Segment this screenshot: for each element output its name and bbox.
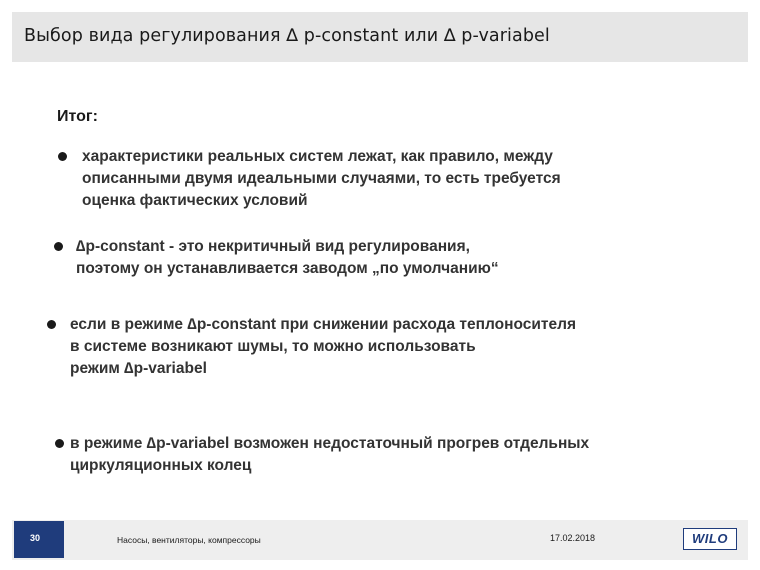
bullet-line: циркуляционных колец — [70, 457, 252, 474]
bullet-line: в режиме ∆p-variabel возможен недостаточный прогрев отдельных — [70, 435, 590, 452]
bullet-item-4 — [53, 433, 589, 477]
bullet-item-1 — [56, 146, 561, 212]
bullet-line: в системе возникают шумы, то можно использовать — [70, 338, 476, 355]
bullet-item-2 — [52, 236, 499, 280]
slide-title: Выбор вида регулирования ∆ p-constant или ∆ p-variabel — [24, 26, 550, 46]
wilo-logo-icon — [683, 528, 737, 550]
bullet-dot-icon — [58, 152, 67, 161]
bullet-line: описанными двумя идеальными случаями, то есть требуется — [82, 170, 561, 187]
page-number: 30 — [29, 533, 40, 543]
bullet-line: поэтому он устанавливается заводом „по умолчанию“ — [76, 260, 499, 277]
bullet-line: оценка фактических условий — [82, 192, 308, 209]
bullet-line: режим ∆p-variabel — [70, 360, 207, 377]
bullet-dot-icon — [54, 242, 63, 251]
bullet-line: характеристики реальных систем лежат, как правило, между — [82, 148, 553, 165]
logo-text: WILO — [692, 531, 728, 546]
page-number-box — [14, 521, 64, 558]
footer-caption: Насосы, вентиляторы, компрессоры — [117, 535, 261, 545]
bullet-dot-icon — [47, 320, 56, 329]
bullet-line: ∆p-constant - это некритичный вид регулирования, — [76, 238, 470, 255]
footer — [12, 520, 748, 560]
bullet-line: если в режиме ∆p-constant при снижении расхода теплоносителя — [70, 316, 576, 333]
bullet-dot-icon — [55, 439, 64, 448]
footer-date: 17.02.2018 — [550, 533, 596, 543]
summary-heading: Итог: — [57, 108, 98, 125]
bullet-item-3 — [45, 314, 576, 380]
title-bar — [12, 12, 748, 62]
